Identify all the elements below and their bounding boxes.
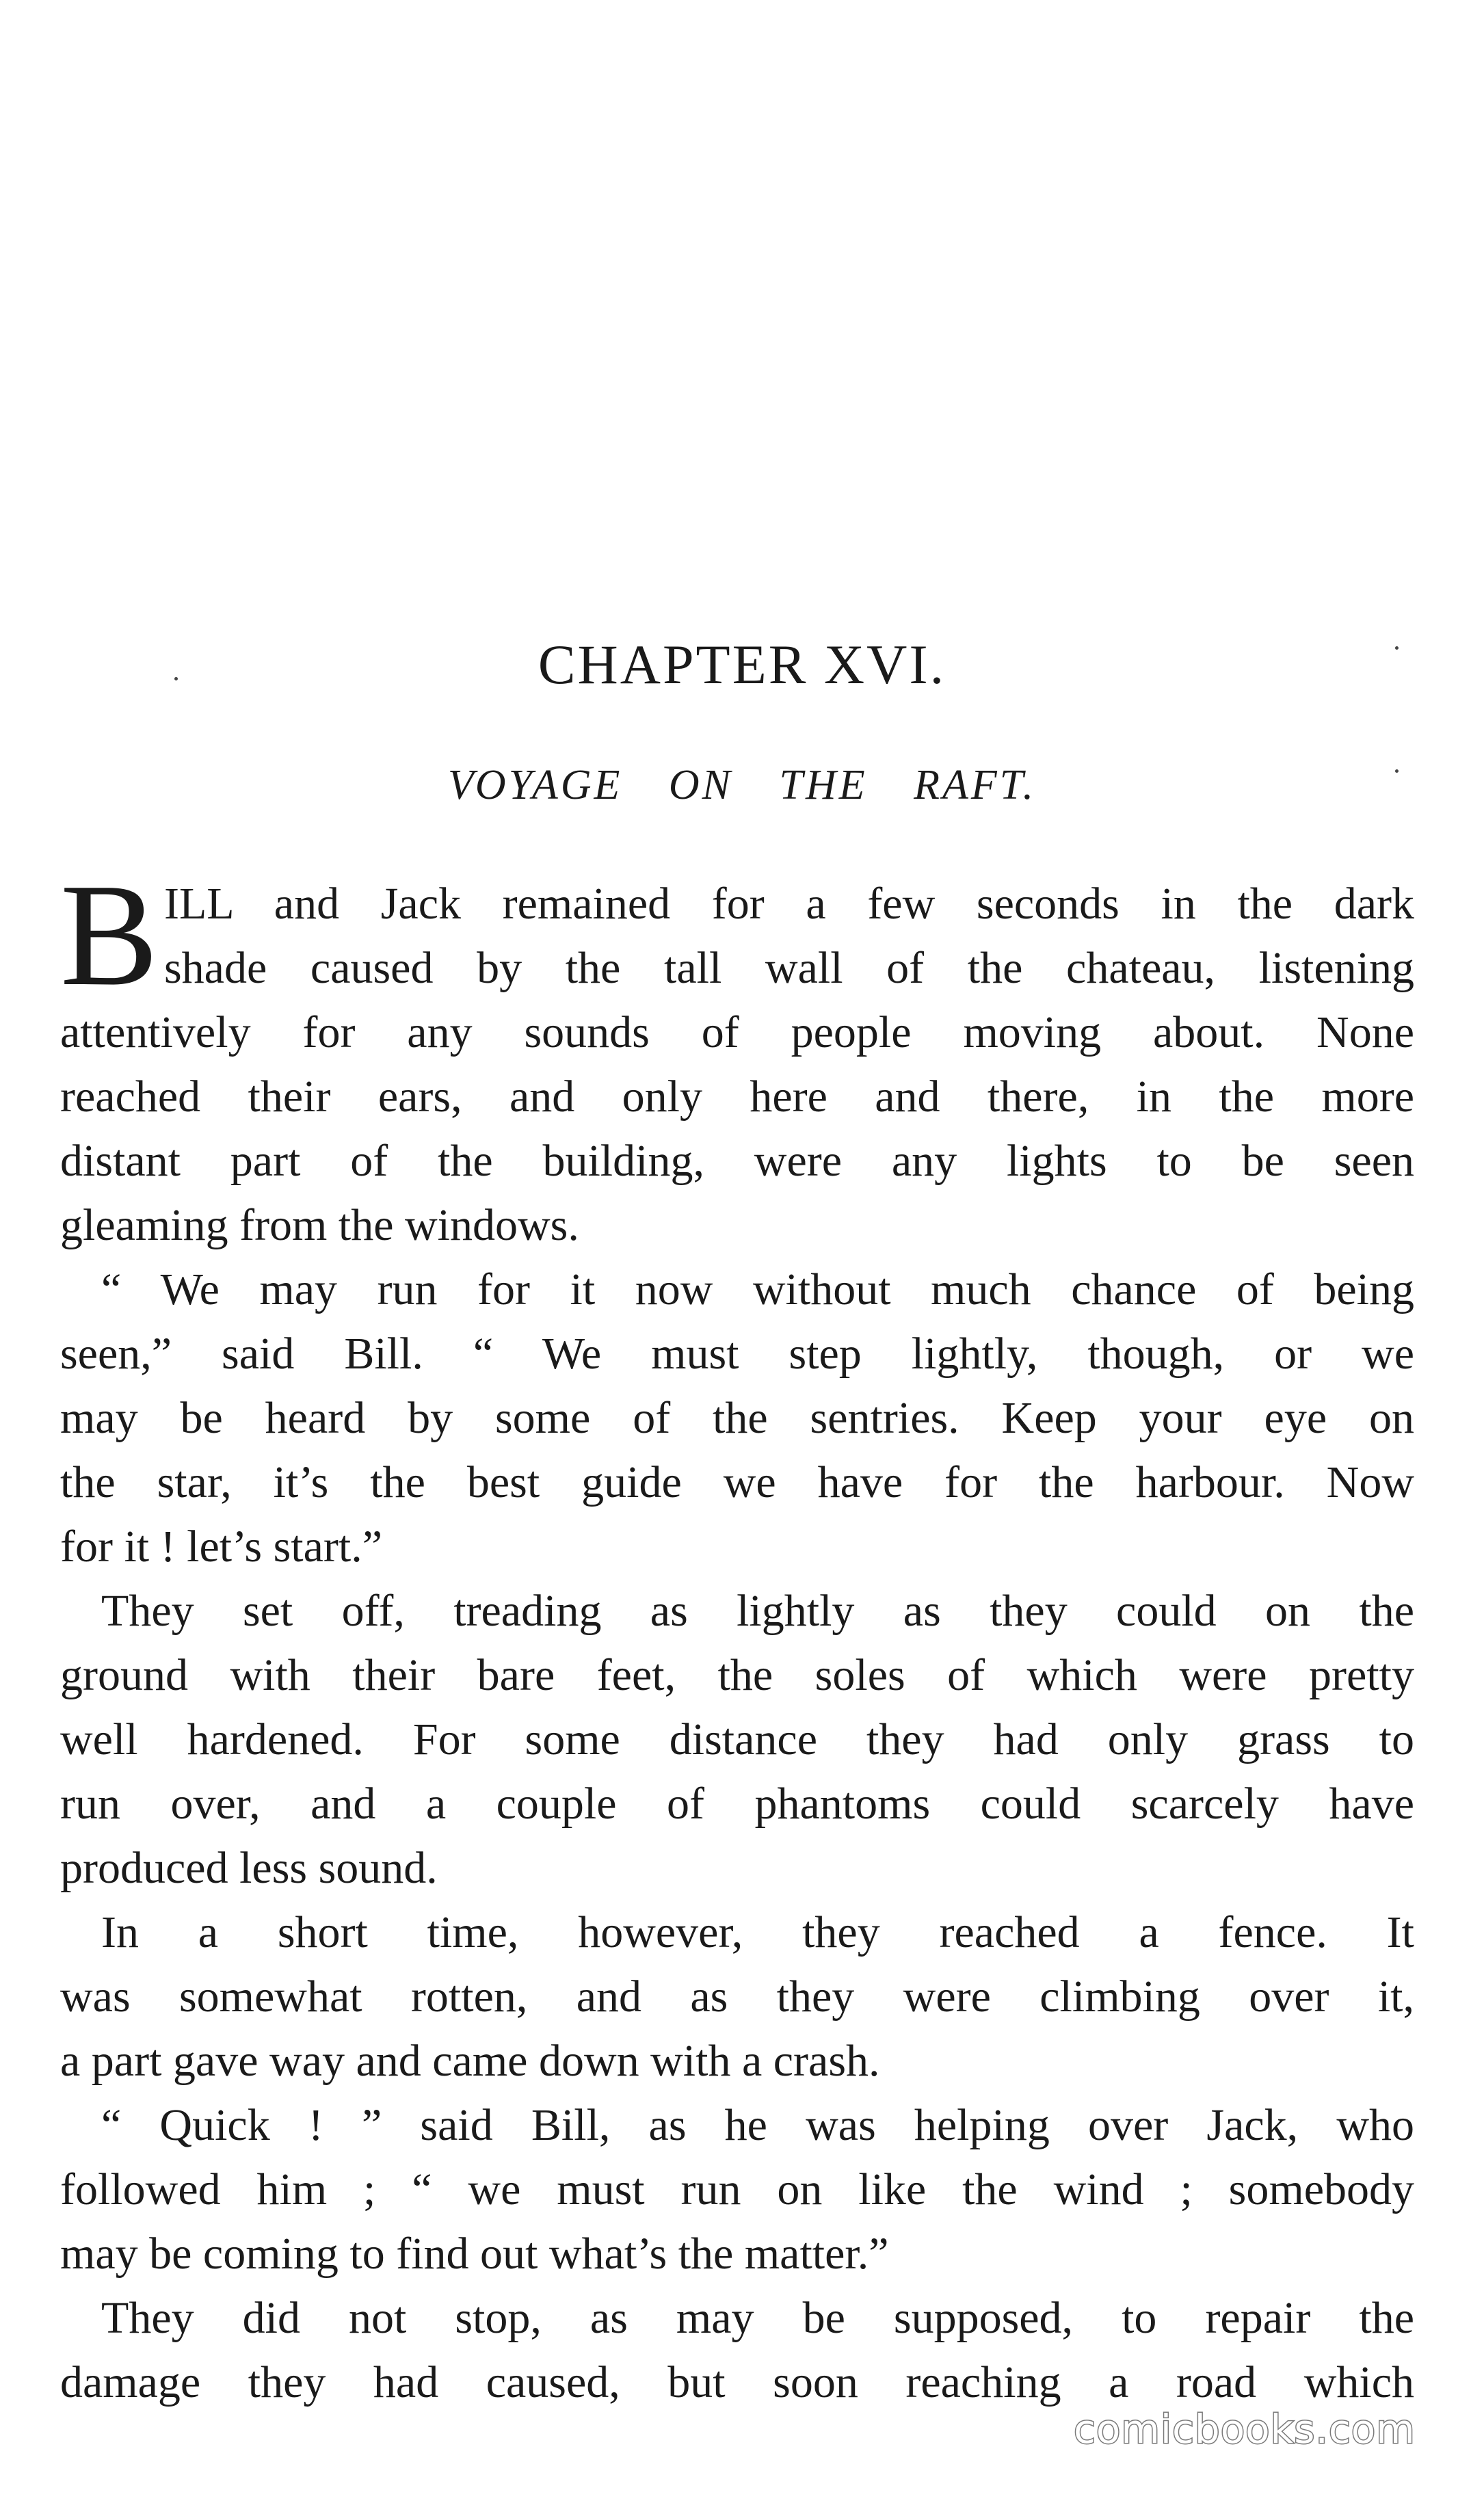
text-line: ground with their bare feet, the soles of which were pretty (60, 1650, 1414, 1700)
text-line: run over, and a couple of phantoms could scarcely have (60, 1779, 1414, 1829)
text-line: attentively for any sounds of people moving about. None (60, 1007, 1414, 1057)
text-line: They set off, treading as lightly as they could on the (101, 1586, 1414, 1636)
text-line: “ We may run for it now without much chance of being (101, 1264, 1414, 1314)
text-line: In a short time, however, they reached a fence. It (101, 1907, 1414, 1957)
text-line: gleaming from the windows. (60, 1200, 579, 1250)
text-line: may be heard by some of the sentries. Keep your eye on (60, 1393, 1414, 1443)
text-line: reached their ears, and only here and there, in the more (60, 1072, 1414, 1122)
text-line: followed him ; “ we must run on like the wind ; somebody (60, 2164, 1414, 2214)
text-line: was somewhat rotten, and as they were climbing over it, (60, 1972, 1414, 2022)
watermark: comicbooks.com (1074, 2406, 1416, 2452)
text-line: the star, it’s the best guide we have for the harbour. Now (60, 1457, 1414, 1507)
text-line: for it ! let’s start.” (60, 1522, 383, 1572)
text-line: shade caused by the tall wall of the chateau, listening (164, 943, 1414, 993)
drop-cap: B (60, 853, 159, 1016)
chapter-subtitle: VOYAGE ON THE RAFT. (447, 762, 1037, 808)
text-line: well hardened. For some distance they had only grass to (60, 1714, 1414, 1764)
body-text (60, 853, 1414, 2415)
text-line: distant part of the building, were any lights to be seen (60, 1136, 1414, 1186)
text-line: ILL and Jack remained for a few seconds in the dark (164, 879, 1414, 929)
chapter-title: CHAPTER XVI. (538, 633, 946, 696)
text-line: may be coming to find out what’s the matter.” (60, 2229, 889, 2279)
text-line: They did not stop, as may be supposed, to repair the (101, 2293, 1414, 2343)
text-line: a part gave way and came down with a crash. (60, 2036, 880, 2086)
text-line: produced less sound. (60, 1843, 438, 1893)
text-line: damage they had caused, but soon reaching a road which (60, 2357, 1414, 2407)
text-line: “ Quick ! ” said Bill, as he was helping over Jack, who (101, 2100, 1414, 2150)
text-line: seen,” said Bill. “ We must step lightly, though, or we (60, 1329, 1414, 1379)
